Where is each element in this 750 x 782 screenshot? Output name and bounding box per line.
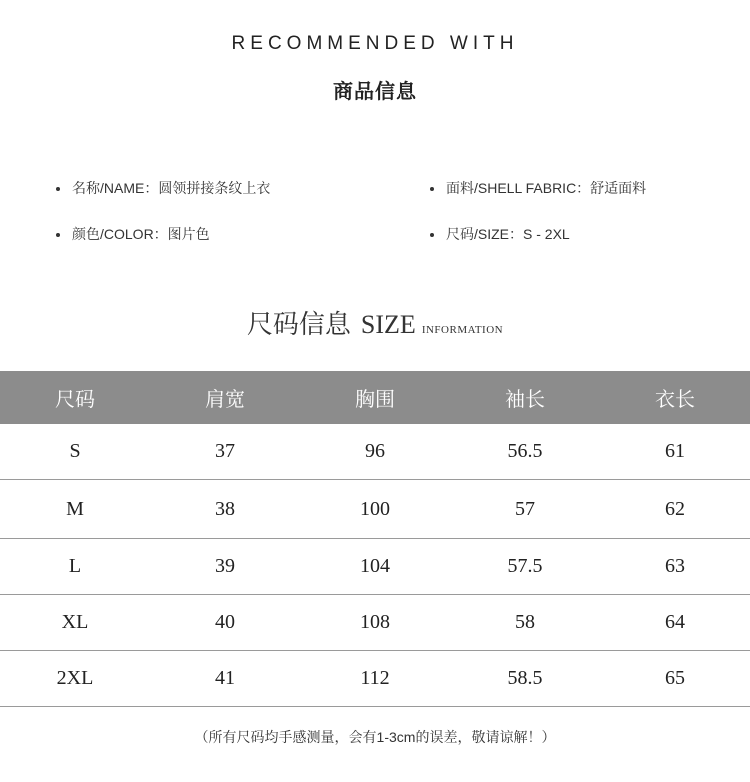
table-cell: 61	[665, 440, 685, 462]
size-title-small: INFORMATION	[421, 324, 504, 336]
table-cell: L	[68, 555, 82, 577]
table-cell: 56.5	[507, 440, 543, 462]
table-cell: 96	[365, 440, 385, 462]
table-cell: 100	[360, 497, 390, 520]
table-row	[0, 480, 750, 539]
bullet-icon	[56, 187, 60, 191]
info-size	[430, 224, 570, 244]
info-name-text: 名称/NAME：圆领拼接条纹上衣	[72, 180, 271, 196]
size-title-en: SIZE	[360, 310, 416, 339]
table-row	[0, 539, 750, 595]
table-cell: 64	[665, 611, 685, 633]
table-cell: 58.5	[507, 667, 543, 689]
table-cell: 63	[665, 555, 685, 577]
info-name	[56, 178, 270, 198]
table-cell: 40	[215, 611, 235, 633]
table-cell: S	[69, 440, 81, 462]
header-cell: 胸围	[355, 389, 395, 411]
header-cell: 尺码	[55, 389, 95, 411]
table-cell: 2XL	[56, 667, 94, 689]
bullet-icon	[430, 233, 434, 237]
info-size-text: 尺码/SIZE：S - 2XL	[446, 226, 570, 242]
table-cell: 38	[215, 497, 235, 520]
info-color-text: 颜色/COLOR：图片色	[72, 226, 210, 242]
table-cell: 112	[360, 667, 390, 689]
header-cell: 肩宽	[205, 389, 245, 411]
table-cell: 108	[360, 611, 390, 633]
table-cell: 57	[515, 497, 535, 520]
info-fabric	[430, 178, 646, 198]
table-cell: M	[66, 497, 84, 520]
table-row	[0, 595, 750, 651]
table-row	[0, 651, 750, 707]
table-cell: 41	[215, 667, 235, 689]
table-cell: 62	[665, 497, 685, 520]
table-cell: 58	[515, 611, 535, 633]
bullet-icon	[430, 187, 434, 191]
table-header	[0, 371, 750, 424]
header-cell: 袖长	[505, 389, 545, 411]
title-en: RECOMMENDED WITH	[231, 33, 519, 54]
header-cell: 衣长	[655, 389, 695, 411]
title-cn: 商品信息	[333, 81, 417, 103]
table-cell: 37	[215, 440, 235, 462]
info-fabric-text: 面料/SHELL FABRIC：舒适面料	[446, 180, 647, 196]
bullet-icon	[56, 233, 60, 237]
table-cell: 57.5	[507, 555, 543, 577]
table-cell: 65	[665, 667, 685, 689]
table-cell: 39	[215, 555, 235, 577]
size-title-cn: 尺码信息	[246, 310, 351, 339]
table-cell: 104	[360, 555, 390, 577]
table-row	[0, 424, 750, 480]
measurement-note: （所有尺码均手感测量，会有1-3cm的误差，敬请谅解！）	[194, 729, 556, 745]
size-section-title	[0, 304, 750, 341]
info-color	[56, 224, 210, 244]
table-cell: XL	[61, 611, 89, 633]
size-table	[0, 371, 750, 707]
